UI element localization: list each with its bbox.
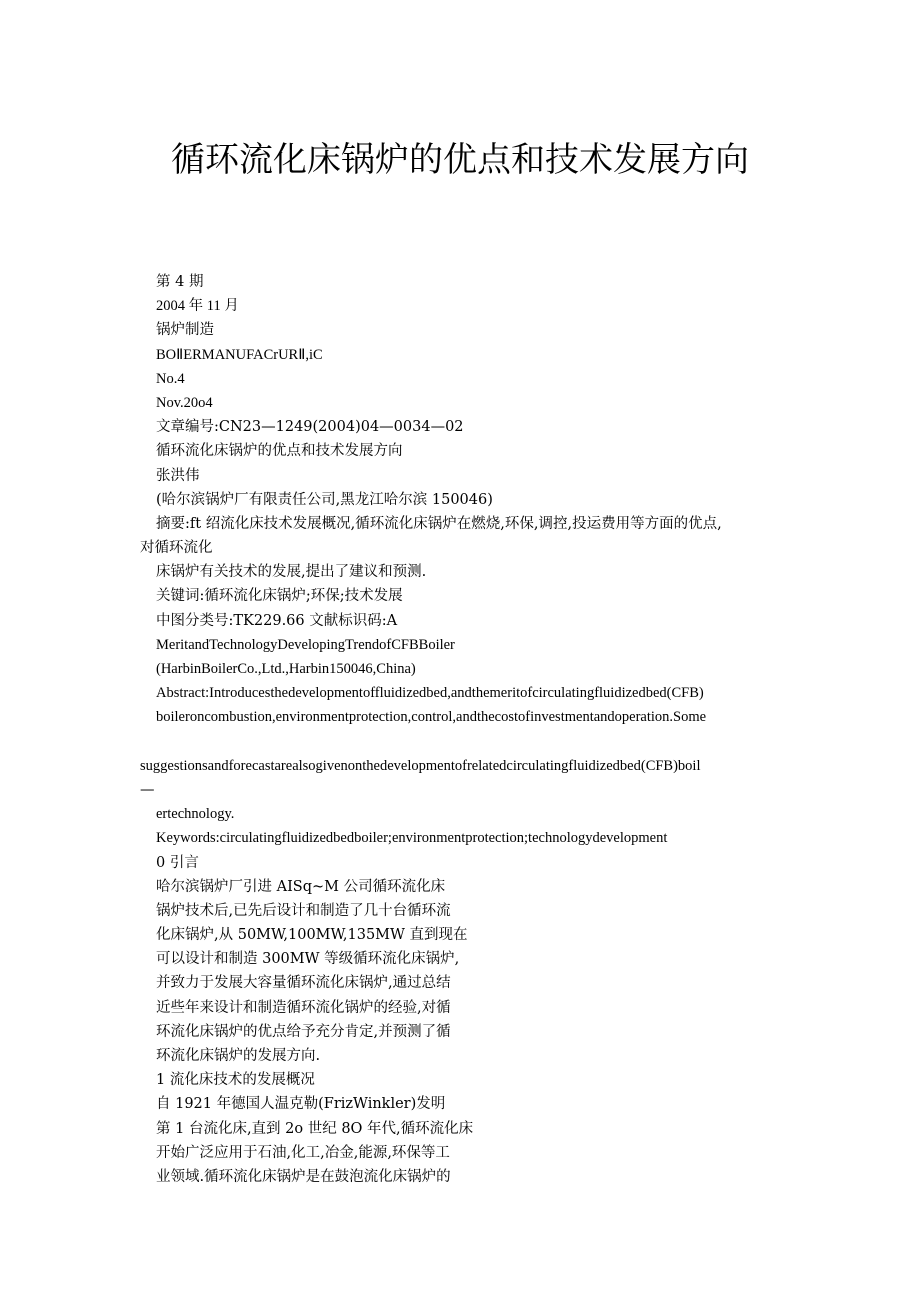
text-line: 可以设计和制造 300MW 等级循环流化床锅炉, [156,951,460,968]
text-line: 近些年来设计和制造循环流化锅炉的经验,对循 [156,999,451,1016]
text-line: boileroncombustion,environmentprotection,control,andthecostofinvestmentandoperation.Some [156,709,707,726]
document-body [140,270,790,1189]
section-heading: 0 引言 [156,854,199,871]
text-line: 中图分类号:TK229.66 文献标识码:A [156,612,398,629]
text-line: 并致力于发展大容量循环流化床锅炉,通过总结 [156,975,451,992]
text-line: Keywords:circulatingfluidizedbedboiler;environmentprotection;technologydevelopment [156,830,668,847]
text-line: 锅炉技术后,已先后设计和制造了几十台循环流 [156,902,451,919]
text-line: 环流化床锅炉的发展方向. [156,1048,321,1064]
text-line: 环流化床锅炉的优点给予充分肯定,并预测了循 [156,1023,451,1040]
text-line: 张洪伟 [156,467,200,484]
text-line: MeritandTechnologyDevelopingTrendofCFBBoiler [156,636,455,653]
text-line: 开始广泛应用于石油,化工,冶金,能源,环保等工 [156,1144,450,1161]
text-line: (哈尔滨锅炉厂有限责任公司,黑龙江哈尔滨 150046) [156,491,493,508]
text-line: Abstract:Introducesthedevelopmentoffluidizedbed,andthemeritofcirculatingfluidizedbed(CFB) [156,685,704,702]
document-title: 循环流化床锅炉的优点和技术发展方向 [171,140,749,180]
text-line: 自 1921 年德国人温克勒(FrizWinkler)发明 [156,1096,446,1113]
text-line: 摘要:ft 绍流化床技术发展概况,循环流化床锅炉在燃烧,环保,调控,投运费用等方面的优点, [156,515,722,532]
text-line: 化床锅炉,从 50MW,100MW,135MW 直到现在 [156,927,468,944]
text-line: 锅炉制造 [156,322,214,339]
text-line: 循环流化床锅炉的优点和技术发展方向 [156,443,403,460]
section-heading: 1 流化床技术的发展概况 [156,1072,315,1089]
text-line: 哈尔滨锅炉厂引进 AISq~M 公司循环流化床 [156,878,446,895]
text-line: suggestionsandforecastarealsogivenonthedevelopmentofrelatedcirculatingfluidizedbed(CFB)boil [140,757,701,774]
text-line: 床锅炉有关技术的发展,提出了建议和预测. [156,564,427,581]
text-line: 对循环流化 [140,540,213,557]
blank-line [140,730,790,754]
text-line: Nov.20o4 [156,394,213,411]
text-line: 第 4 期 [156,274,204,290]
text-line: (HarbinBoilerCo.,Ltd.,Harbin150046,China) [156,661,416,677]
text-line: — [140,781,155,798]
text-line: 2004 年 11 月 [156,298,239,315]
text-line: BOⅡERMANUFACrURⅡ,iC [156,346,323,363]
text-line: 关键词:循环流化床锅炉;环保;技术发展 [156,588,403,605]
text-line: 第 1 台流化床,直到 2o 世纪 8O 年代,循环流化床 [156,1120,474,1137]
text-line: 文章编号:CN23—1249(2004)04—0034—02 [156,419,464,436]
text-line: 业领域.循环流化床锅炉是在鼓泡流化床锅炉的 [156,1168,451,1185]
text-line: No.4 [156,370,185,387]
text-line: ertechnology. [156,806,235,823]
